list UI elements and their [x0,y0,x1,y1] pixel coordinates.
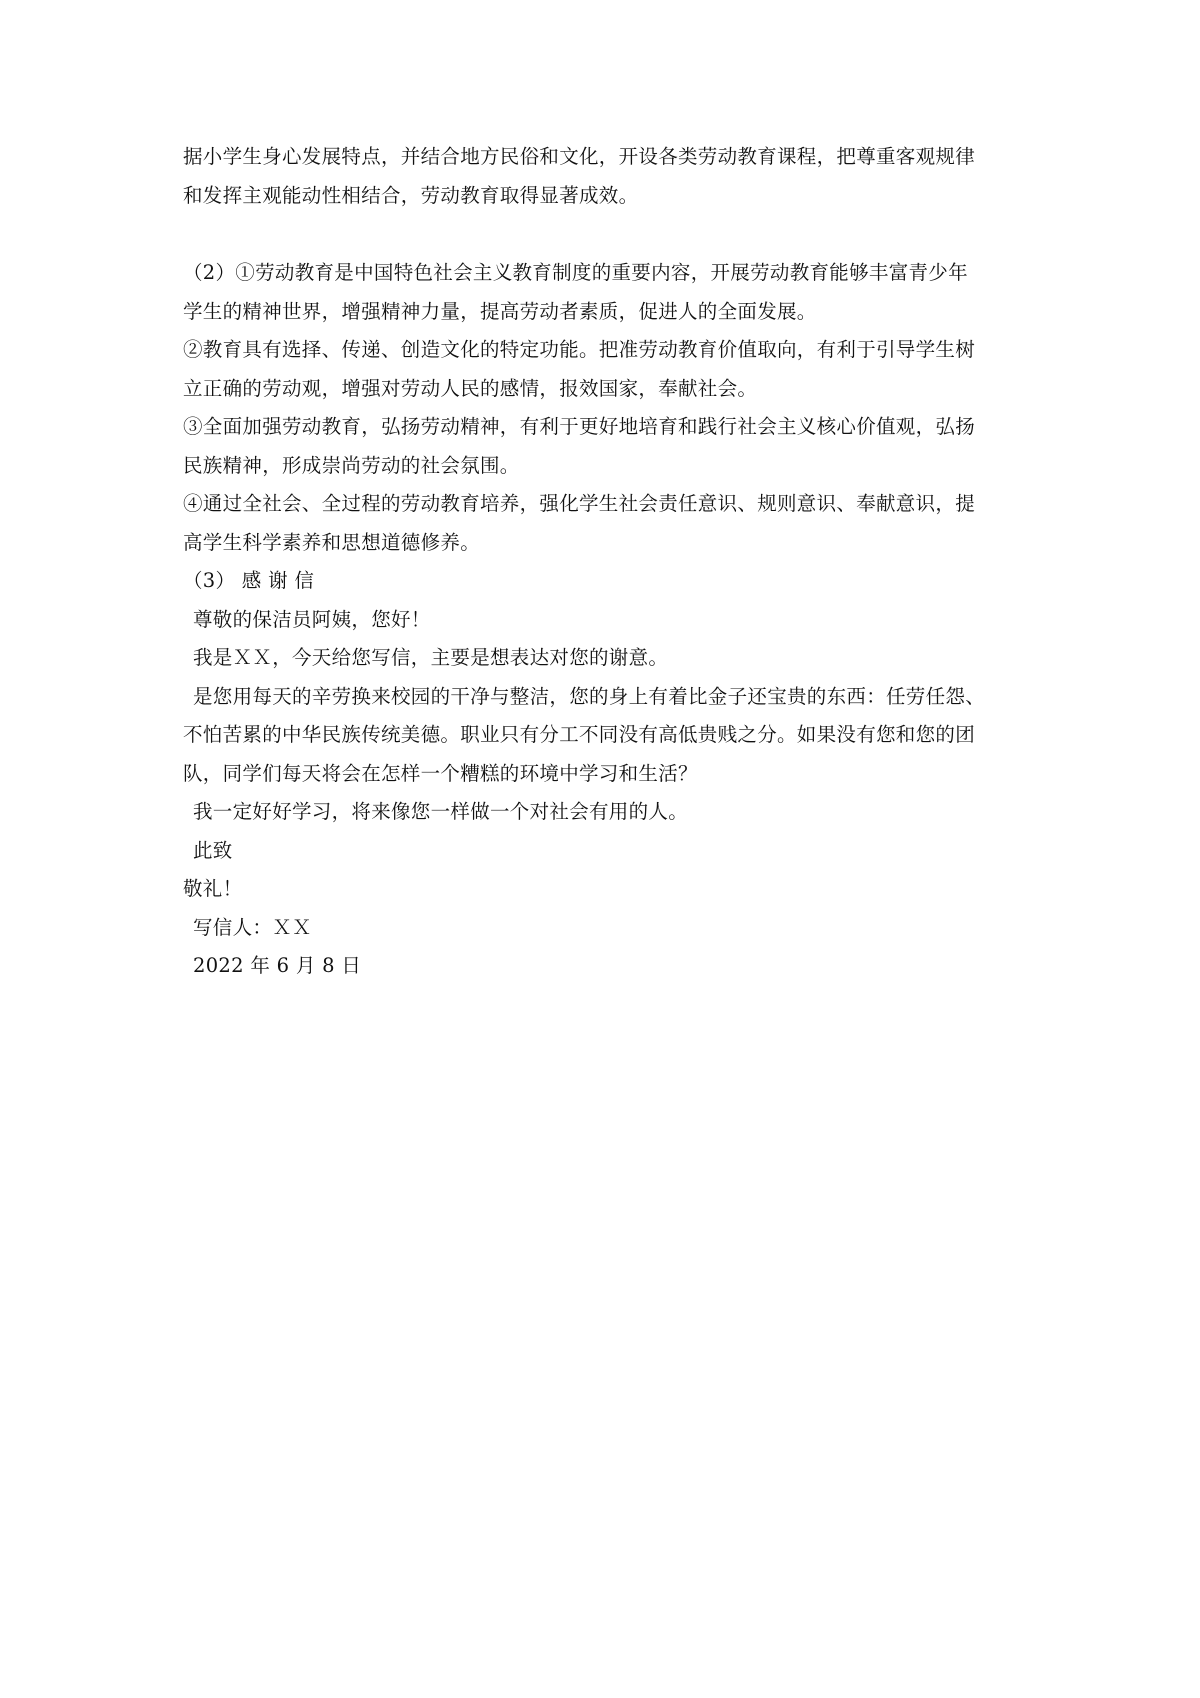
letter-date: 2022 年 6 月 8 日 [193,954,362,977]
part2-line-6: 民族精神，形成崇尚劳动的社会氛围。 [183,453,520,477]
part3-title: （3） 感 谢 信 [183,569,315,592]
letter-closing-2: 敬礼！ [183,877,243,900]
part2-line-5: ③全面加强劳动教育，弘扬劳动精神，有利于更好地培育和践行社会主义核心价值观，弘扬 [183,415,976,438]
part2-line-8: 高学生科学素养和思想道德修养。 [183,530,481,554]
letter-body-line-3: 队，同学们每天将会在怎样一个糟糕的环境中学习和生活？ [183,761,698,785]
paragraph-gap [183,215,1033,254]
letter-body-line-2: 不怕苦累的中华民族传统美德。职业只有分工不同没有高低贵贱之分。如果没有您和您的团 [183,723,976,746]
letter-line-intro: 我是ＸＸ，今天给您写信，主要是想表达对您的谢意。 [193,646,669,669]
letter-body-line-1: 是您用每天的辛劳换来校园的干净与整洁，您的身上有着比金子还宝贵的东西：任劳任怨、 [193,684,986,708]
letter-promise: 我一定好好学习，将来像您一样做一个对社会有用的人。 [193,800,689,823]
part2-line-2: 学生的精神世界，增强精神力量，提高劳动者素质，促进人的全面发展。 [183,299,817,323]
part2-line-3: ②教育具有选择、传递、创造文化的特定功能。把准劳动教育价值取向，有利于引导学生树 [183,338,976,361]
document-body [183,138,1033,986]
intro-line-2: 和发挥主观能动性相结合，劳动教育取得显著成效。 [183,183,639,207]
letter-signature: 写信人：ＸＸ [193,915,312,939]
part2-line-4: 立正确的劳动观，增强对劳动人民的感情，报效国家，奉献社会。 [183,376,758,400]
part2-line-7: ④通过全社会、全过程的劳动教育培养，强化学生社会责任意识、规则意识、奉献意识，提 [183,492,976,515]
letter-greeting: 尊敬的保洁员阿姨，您好！ [193,607,431,631]
letter-closing-1: 此致 [193,838,233,862]
intro-line-1: 据小学生身心发展特点，并结合地方民俗和文化，开设各类劳动教育课程，把尊重客观规律 [183,145,976,168]
part2-line-1: （2）①劳动教育是中国特色社会主义教育制度的重要内容，开展劳动教育能够丰富青少年 [183,261,968,284]
